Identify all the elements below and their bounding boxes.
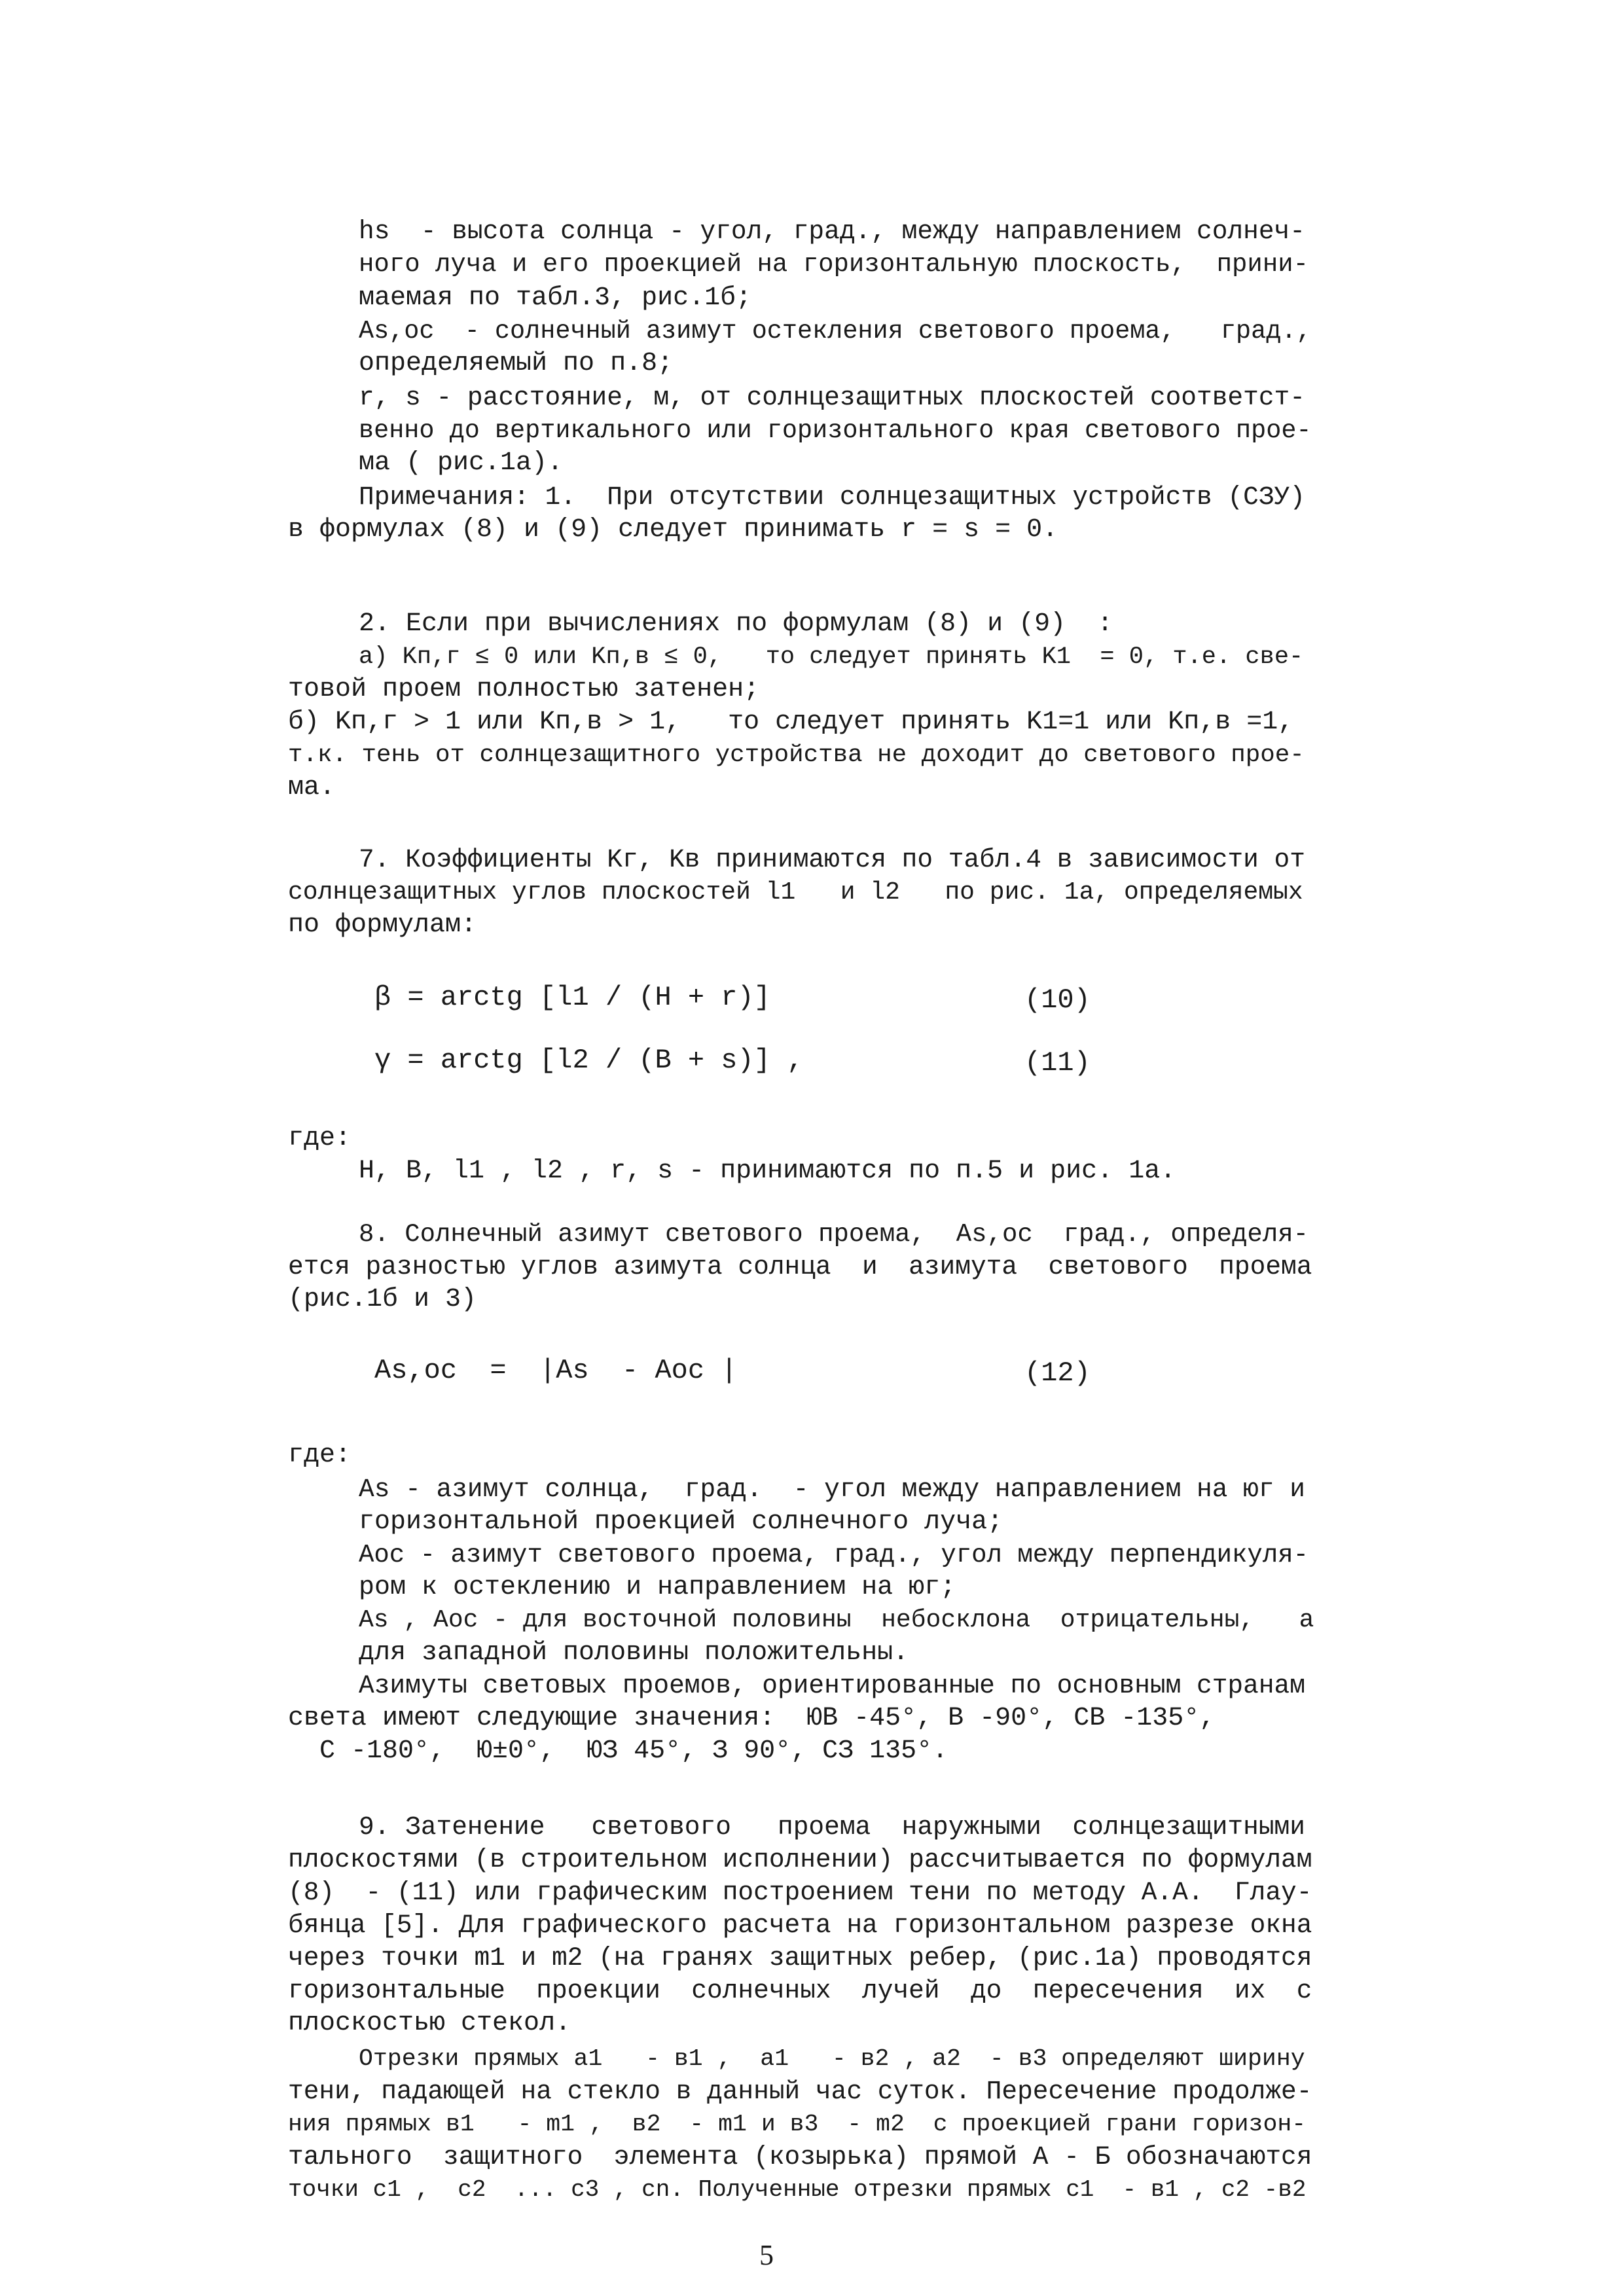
text-line: точки c1 , c2 ... c3 , cn. Полученные отрезки прямых c1 - в1 , c2 -в2	[288, 2176, 1307, 2203]
text-line: товой проем полностью затенен;	[288, 675, 760, 704]
text-line: Aoc - азимут светового проема, град., угол между перпендикуля-	[359, 1541, 1309, 1570]
text-line: солнцезащитных углов плоскостей l1 и l2 по рис. 1а, определяемых	[288, 878, 1303, 906]
page-number: 5	[759, 2239, 774, 2271]
text-line: (рис.1б и 3)	[288, 1285, 477, 1314]
text-line: для западной половины положительны.	[359, 1638, 909, 1668]
text-line: 2. Если при вычислениях по формулам (8) и (9) :	[359, 609, 1113, 639]
text-line: через точки m1 и m2 (на гранях защитных ребер, (рис.1а) проводятся	[288, 1943, 1312, 1973]
text-line: 9. Затенение светового проема наружными солнцезащитными	[359, 1812, 1305, 1842]
text-line: ром к остеклению и направлением на юг;	[359, 1573, 956, 1602]
text-line: r, s - расстояние, м, от солнцезащитных плоскостей соответст-	[359, 383, 1305, 412]
text-line: 7. Коэффициенты Kг, Kв принимаются по табл.4 в зависимости от	[359, 845, 1305, 874]
text-line: горизонтальной проекцией солнечного луча;	[359, 1507, 1003, 1537]
text-line: света имеют следующие значения: ЮВ -45°, В -90°, СВ -135°,	[288, 1704, 1216, 1733]
text-line: Азимуты световых проемов, ориентированные по основным странам	[359, 1671, 1305, 1700]
text-line: ного луча и его проекцией на горизонтальную плоскость, прини-	[359, 250, 1309, 279]
where-label: где:	[288, 1124, 352, 1153]
text-line: плоскостью стекол.	[288, 2009, 571, 2038]
where-label: где:	[288, 1441, 352, 1470]
text-line: ма ( рис.1а).	[359, 448, 564, 478]
text-line: ния прямых в1 - m1 , в2 - m1 и в3 - m2 с проекцией грани горизон-	[288, 2111, 1307, 2138]
text-line: As,oc - солнечный азимут остекления светового проема, град.,	[359, 317, 1312, 346]
text-line: венно до вертикального или горизонтального края светового прое-	[359, 416, 1312, 445]
text-line: H, B, l1 , l2 , r, s - принимаются по п.5 и рис. 1а.	[359, 1157, 1176, 1186]
formula-number: (10)	[1024, 984, 1091, 1016]
text-line: ется разностью углов азимута солнца и азимута светового проема	[288, 1252, 1312, 1282]
text-line: Отрезки прямых a1 - в1 , a1 - в2 , a2 - в3 определяют ширину	[359, 2045, 1305, 2072]
text-line: hs - высота солнца - угол, град., между направлением солнеч-	[359, 217, 1305, 246]
formula-text: β = arctg [l1 / (H + r)]	[374, 982, 770, 1013]
formula-number: (12)	[1024, 1357, 1091, 1389]
text-line: маемая по табл.3, рис.1б;	[359, 283, 752, 313]
text-line: определяемый по п.8;	[359, 349, 674, 378]
text-line: а) Kп,г ≤ 0 или Kп,в ≤ 0, то следует принять K1 = 0, т.е. све-	[359, 643, 1304, 671]
text-line: плоскостями (в строительном исполнении) рассчитывается по формулам	[288, 1845, 1312, 1874]
text-line: т.к. тень от солнцезащитного устройства не доходит до светового прое-	[288, 742, 1305, 769]
formula-number: (11)	[1024, 1047, 1091, 1079]
text-line: С -180°, Ю±0°, ЮЗ 45°, З 90°, СЗ 135°.	[288, 1736, 948, 1766]
text-line: б) Kп,г > 1 или Kп,в > 1, то следует принять K1=1 или Kп,в =1,	[288, 708, 1294, 737]
text-line: бянца [5]. Для графического расчета на горизонтальном разрезе окна	[288, 1910, 1312, 1940]
text-line: ма.	[288, 773, 336, 802]
text-line: тени, падающей на стекло в данный час суток. Пересечение продолже-	[288, 2077, 1312, 2106]
text-line: As , Aoc - для восточной половины небосклона отрицательны, а	[359, 1606, 1314, 1634]
text-line: 8. Солнечный азимут светового проема, As,oc град., определя-	[359, 1220, 1309, 1249]
formula-text: γ = arctg [l2 / (B + s)] ,	[374, 1045, 804, 1076]
text-line: по формулам:	[288, 910, 477, 940]
text-line: As - азимут солнца, град. - угол между направлением на юг и	[359, 1475, 1305, 1504]
text-line: в формулах (8) и (9) следует принимать r = s = 0.	[288, 515, 1058, 545]
text-line: Примечания: 1. При отсутствии солнцезащитных устройств (СЗУ)	[359, 482, 1305, 512]
text-line: (8) - (11) или графическим построением тени по методу А.А. Глау-	[288, 1878, 1312, 1907]
text-line: горизонтальные проекции солнечных лучей до пересечения их с	[288, 1976, 1312, 2005]
text-line: тального защитного элемента (козырька) прямой А - Б обозначаются	[288, 2142, 1312, 2172]
formula-text: As,oc = |As - Aoc |	[374, 1355, 738, 1386]
